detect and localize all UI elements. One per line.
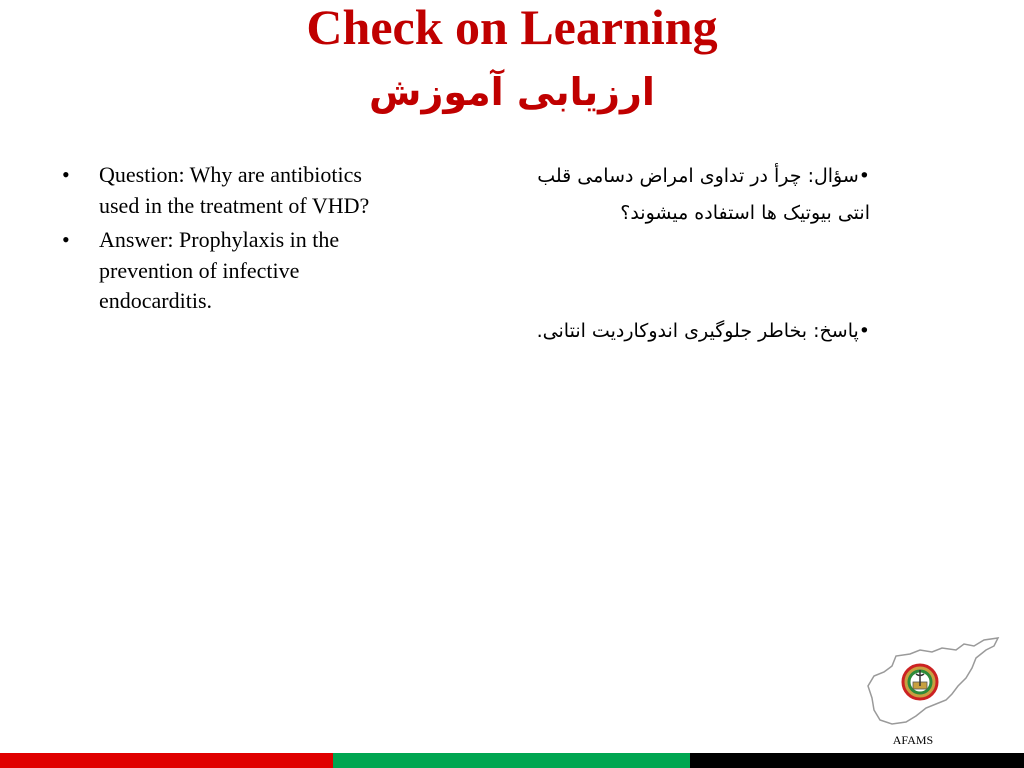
dari-question-text: •سؤال: چرأ در تداوی امراض دسامی قلب انتی بیوتیک ها استفاده میشوند؟ xyxy=(537,165,870,224)
footer-bar-red xyxy=(0,751,333,768)
afghanistan-map-emblem-icon xyxy=(862,636,1002,734)
footer-bar-green xyxy=(333,751,690,768)
english-bullet-list xyxy=(62,160,392,321)
list-item xyxy=(62,225,392,317)
footer-bar-black xyxy=(690,751,1024,768)
bullet-glyph: • xyxy=(62,227,70,252)
answer-text: Answer: Prophylaxis in the prevention of infective endocarditis. xyxy=(99,227,340,313)
slide-title-english: Check on Learning xyxy=(306,0,718,55)
afams-label: AFAMS xyxy=(892,733,934,747)
slide-title-dari: ارزیابی آموزش xyxy=(369,70,655,114)
bullet-glyph: • xyxy=(62,162,70,187)
list-item xyxy=(62,160,392,221)
footer-flag-bar xyxy=(0,751,1024,768)
question-text: Question: Why are antibiotics used in the treatment of VHD? xyxy=(99,162,370,218)
dari-answer-text: •پاسخ: بخاطر جلوگیری اندوکاردیت انتانی. xyxy=(536,320,870,342)
